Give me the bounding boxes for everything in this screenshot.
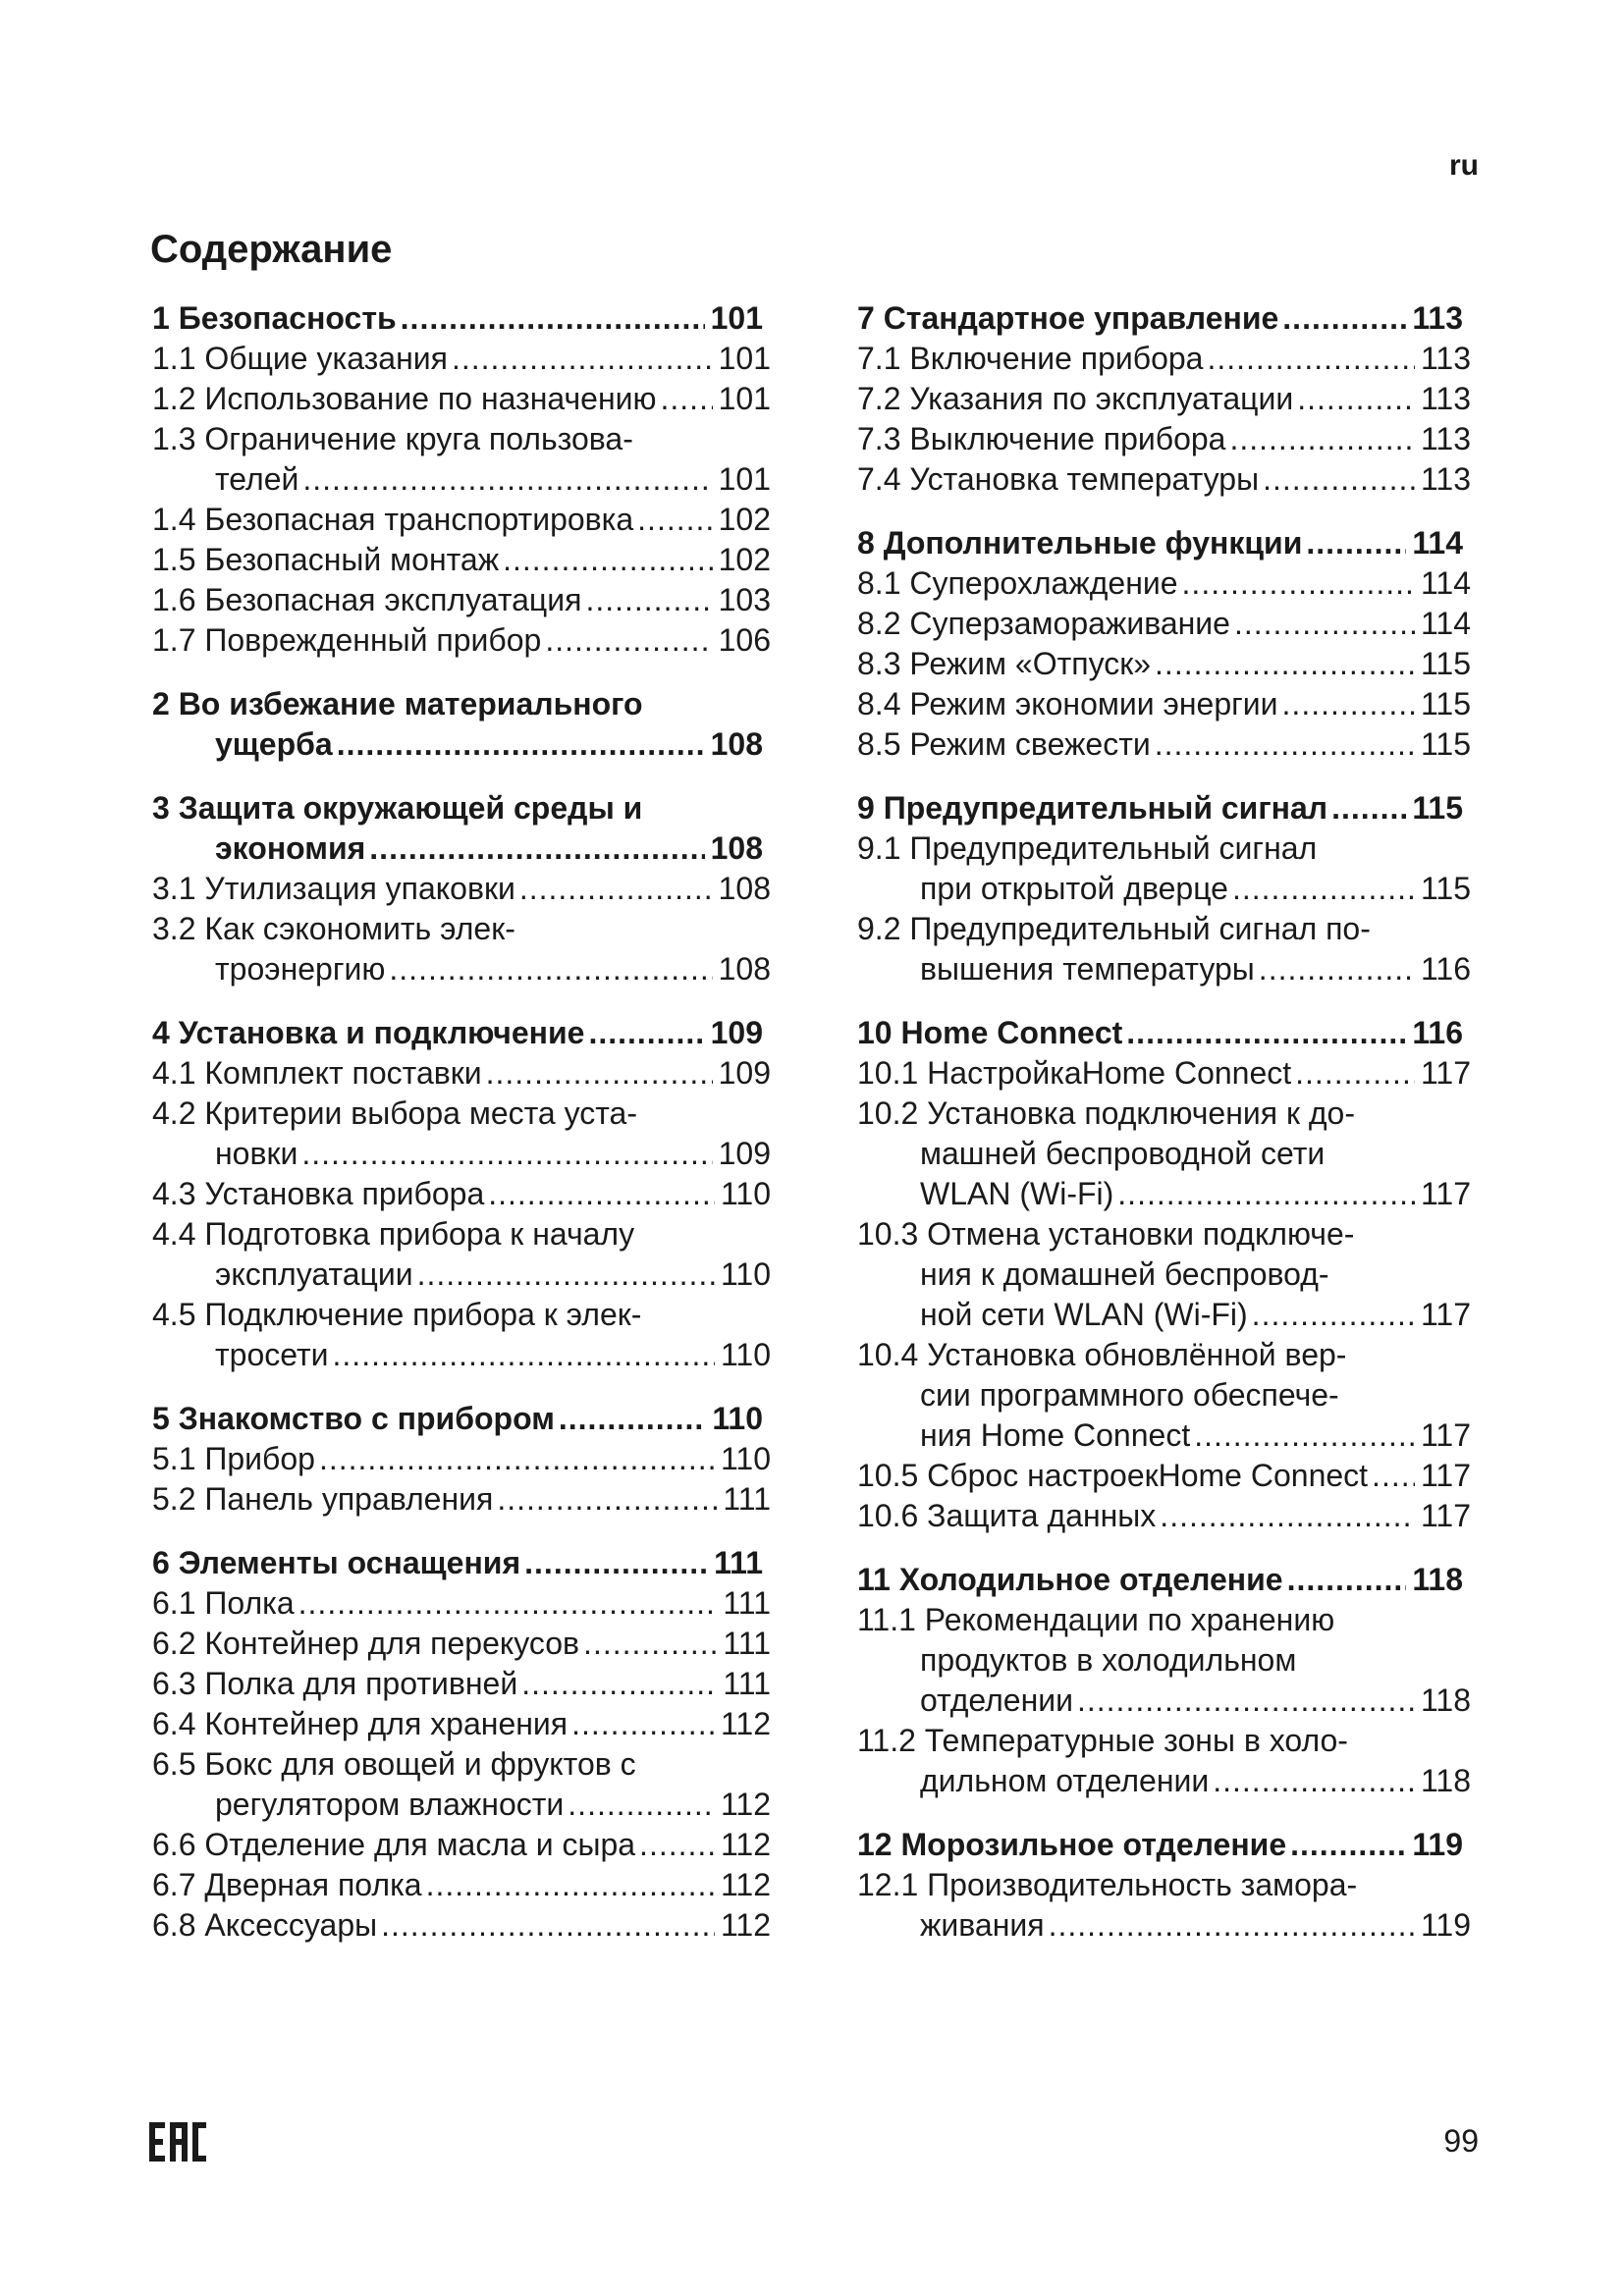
toc-subsection[interactable]	[152, 419, 771, 500]
toc-page-number: 108	[710, 726, 763, 762]
dot-leader	[519, 869, 713, 909]
toc-page-number: 116	[1412, 1015, 1463, 1050]
dot-leader	[1287, 1560, 1407, 1600]
toc-column-left	[152, 298, 771, 1969]
toc-subsection[interactable]	[857, 419, 1471, 459]
dot-leader	[301, 1134, 712, 1174]
toc-page-number: 109	[718, 1055, 771, 1091]
toc-page-number: 117	[1420, 1498, 1471, 1533]
toc-entry-text: 4.4 Подготовка прибора к началу	[152, 1216, 635, 1252]
toc-subsection[interactable]	[152, 339, 771, 379]
eac-mark-icon	[149, 2122, 206, 2162]
toc-page-number: 117	[1420, 1458, 1471, 1493]
dot-leader	[1207, 339, 1415, 379]
toc-page-number: 112	[720, 1706, 771, 1741]
toc-entry-text: 5 Знакомство с прибором	[152, 1401, 555, 1436]
toc-page-number: 110	[720, 1256, 771, 1292]
toc-page-number: 109	[718, 1136, 771, 1171]
toc-subsection[interactable]	[152, 620, 771, 661]
dot-leader	[452, 339, 713, 379]
toc-chapter[interactable]	[857, 523, 1471, 563]
toc-subsection[interactable]	[152, 909, 771, 989]
dot-leader	[559, 1399, 707, 1439]
toc-entry-text: 7.3 Выключение прибора	[857, 421, 1226, 456]
toc-subsection[interactable]	[857, 1865, 1471, 1946]
dot-leader	[639, 1825, 715, 1865]
dot-leader	[1155, 724, 1415, 765]
toc-entry-text: 8.3 Режим «Отпуск»	[857, 646, 1152, 681]
toc-subsection[interactable]	[152, 1214, 771, 1295]
toc-entry-text: 5.1 Прибор	[152, 1441, 315, 1476]
toc-chapter[interactable]	[152, 298, 771, 339]
dot-leader	[1077, 1681, 1415, 1721]
toc-entry-text: 8.1 Суперохлаждение	[857, 565, 1178, 601]
dot-leader	[488, 1174, 715, 1214]
page-number: 99	[1443, 2123, 1479, 2159]
toc-page-number: 110	[720, 1337, 771, 1372]
toc-entry-text: машней беспроводной сети	[920, 1136, 1326, 1171]
toc-entry-text: 10.6 Защита данных	[857, 1498, 1157, 1533]
dot-leader	[1117, 1174, 1415, 1214]
toc-chapter[interactable]	[152, 1399, 771, 1439]
toc-subsection[interactable]	[152, 1479, 771, 1520]
dot-leader	[381, 1905, 715, 1946]
toc-entry-text: 2 Во избежание материального	[152, 686, 643, 721]
toc-chapter[interactable]	[857, 1013, 1471, 1053]
toc-page-number: 111	[723, 1626, 771, 1661]
toc-subsection[interactable]	[152, 1624, 771, 1664]
toc-entry-text: 11.1 Рекомендации по хранению	[857, 1602, 1335, 1637]
toc-entry-text: 4 Установка и подключение	[152, 1015, 585, 1050]
toc-entry-text: 10.5 Сброс настроекHome Connect	[857, 1458, 1369, 1493]
toc-page-number: 112	[720, 1787, 771, 1822]
toc-subsection[interactable]	[152, 1744, 771, 1825]
toc-entry-text: 12 Морозильное отделение	[857, 1827, 1287, 1862]
toc-page-number: 111	[723, 1481, 771, 1517]
dot-leader	[1306, 523, 1406, 563]
toc-subsection[interactable]	[152, 1664, 771, 1704]
toc-chapter[interactable]	[152, 1013, 771, 1053]
toc-entry-text: 8 Дополнительные функции	[857, 525, 1303, 561]
toc-subsection[interactable]	[857, 1053, 1471, 1094]
toc-subsection[interactable]	[857, 1094, 1471, 1214]
toc-page-number: 118	[1420, 1763, 1471, 1798]
toc-page-number: 112	[720, 1907, 771, 1943]
toc-entry-text: 1.3 Ограничение круга пользова-	[152, 421, 633, 456]
toc-entry-text: 6.6 Отделение для масла и сыра	[152, 1827, 636, 1862]
toc-page-number: 111	[723, 1585, 771, 1621]
toc-page-number: 111	[723, 1666, 771, 1701]
toc-section	[857, 1825, 1471, 1946]
toc-chapter[interactable]	[857, 1560, 1471, 1600]
dot-leader	[1049, 1905, 1415, 1946]
toc-subsection[interactable]	[857, 1214, 1471, 1335]
dot-leader	[583, 1624, 717, 1664]
toc-subsection[interactable]	[152, 1053, 771, 1094]
dot-leader	[637, 500, 712, 540]
toc-page-number: 113	[1420, 381, 1471, 416]
dot-leader	[545, 620, 712, 661]
dot-leader	[417, 1255, 715, 1295]
toc-page-number: 115	[1420, 686, 1471, 721]
dot-leader	[486, 1053, 713, 1094]
toc-subsection[interactable]	[857, 563, 1471, 604]
toc-entry-text: 7 Стандартное управление	[857, 300, 1279, 336]
toc-entry-text: 10.3 Отмена установки подключе-	[857, 1216, 1355, 1252]
toc-entry-text: ной сети WLAN (Wi-Fi)	[920, 1297, 1248, 1332]
toc-entry-text: 1.2 Использование по назначению	[152, 381, 657, 416]
toc-section	[857, 523, 1471, 765]
toc-entry-text: 6.3 Полка для противней	[152, 1666, 518, 1701]
toc-chapter[interactable]	[857, 1825, 1471, 1865]
dot-leader	[1282, 684, 1415, 724]
toc-page-number: 117	[1420, 1417, 1471, 1453]
toc-chapter[interactable]	[857, 298, 1471, 339]
dot-leader	[1295, 1053, 1415, 1094]
toc-subsection[interactable]	[152, 1865, 771, 1905]
toc-entry-text: 3.1 Утилизация упаковки	[152, 871, 515, 906]
dot-leader	[1263, 459, 1415, 500]
toc-subsection[interactable]	[152, 1825, 771, 1865]
toc-page-number: 115	[1420, 726, 1471, 762]
toc-subsection[interactable]	[152, 500, 771, 540]
toc-page-number: 113	[1420, 421, 1471, 456]
toc-entry-text: 1.5 Безопасный монтаж	[152, 542, 500, 577]
toc-subsection[interactable]	[857, 1600, 1471, 1721]
dot-leader	[1290, 1825, 1406, 1865]
toc-entry-text: 7.4 Установка температуры	[857, 461, 1260, 497]
toc-page-number: 116	[1420, 951, 1471, 987]
dot-leader	[1372, 1456, 1415, 1496]
toc-subsection[interactable]	[152, 1905, 771, 1946]
toc-entry-text: троэнергию	[215, 951, 386, 987]
toc-page-number: 108	[718, 871, 771, 906]
dot-leader	[319, 1439, 715, 1479]
toc-entry-text: 7.2 Указания по эксплуатации	[857, 381, 1294, 416]
toc-subsection[interactable]	[152, 1704, 771, 1744]
toc-page-number: 110	[720, 1441, 771, 1476]
toc-chapter[interactable]	[152, 788, 771, 869]
dot-leader	[1213, 1761, 1415, 1801]
toc-entry-text: 6.1 Полка	[152, 1585, 295, 1621]
toc-page-number: 101	[718, 341, 771, 376]
toc-chapter[interactable]	[857, 788, 1471, 828]
dot-leader	[585, 580, 712, 620]
dot-leader	[568, 1785, 715, 1825]
toc-entry-text: дильном отделении	[920, 1763, 1210, 1798]
toc-entry-text: 10 Home Connect	[857, 1015, 1123, 1050]
toc-subsection[interactable]	[857, 379, 1471, 419]
toc-entry-text: телей	[215, 461, 299, 497]
toc-entry-text: 9.1 Предупредительный сигнал	[857, 830, 1318, 866]
toc-subsection[interactable]	[152, 1094, 771, 1174]
toc-subsection[interactable]	[152, 580, 771, 620]
toc-page-number: 110	[720, 1176, 771, 1211]
toc-column-right	[857, 298, 1471, 1969]
toc-page-number: 119	[1412, 1827, 1463, 1862]
toc-page-number: 114	[1420, 606, 1471, 641]
toc-page-number: 102	[718, 542, 771, 577]
toc-page-number: 108	[718, 951, 771, 987]
dot-leader	[1297, 379, 1415, 419]
toc-entry-text: 1.1 Общие указания	[152, 341, 448, 376]
toc-page-number: 111	[714, 1545, 763, 1580]
toc-subsection[interactable]	[857, 909, 1471, 989]
dot-leader	[1331, 788, 1406, 828]
toc-entry-text: 11.2 Температурные зоны в холо-	[857, 1723, 1348, 1758]
toc-entry-text: WLAN (Wi-Fi)	[920, 1176, 1114, 1211]
dot-leader	[524, 1543, 708, 1583]
toc-entry-text: продуктов в холодильном	[920, 1642, 1297, 1678]
toc-section	[152, 684, 771, 765]
toc-entry-text: 10.1 НастройкаHome Connect	[857, 1055, 1292, 1091]
toc-subsection[interactable]	[152, 1295, 771, 1375]
dot-leader	[369, 828, 704, 869]
toc-entry-text: 8.2 Суперзамораживание	[857, 606, 1230, 641]
toc-page-number: 110	[712, 1401, 763, 1436]
dot-leader	[426, 1865, 715, 1905]
language-code: ru	[1449, 149, 1479, 182]
toc-subsection[interactable]	[857, 459, 1471, 500]
toc-section	[857, 788, 1471, 989]
toc-subsection[interactable]	[152, 1174, 771, 1214]
toc-subsection[interactable]	[857, 644, 1471, 684]
toc-page-number: 101	[718, 381, 771, 416]
toc-page-number: 112	[720, 1867, 771, 1902]
toc-subsection[interactable]	[857, 1496, 1471, 1536]
toc-entry-text: 1 Безопасность	[152, 300, 397, 336]
toc-entry-text: 4.1 Комплект поставки	[152, 1055, 482, 1091]
toc-subsection[interactable]	[152, 1583, 771, 1624]
toc-page-number: 117	[1420, 1297, 1471, 1332]
page-title: Содержание	[150, 228, 393, 271]
toc-subsection[interactable]	[857, 684, 1471, 724]
dot-leader	[588, 1013, 704, 1053]
toc-page-number: 115	[1420, 871, 1471, 906]
toc-entry-text: 4.2 Критерии выбора места уста-	[152, 1095, 637, 1131]
toc-page-number: 106	[718, 622, 771, 658]
toc-entry-text: 3 Защита окружающей среды и	[152, 790, 643, 826]
toc-entry-text: новки	[215, 1136, 298, 1171]
toc-entry-text: 1.6 Безопасная эксплуатация	[152, 582, 582, 617]
toc-page-number: 113	[1412, 300, 1463, 336]
toc-subsection[interactable]	[857, 604, 1471, 644]
toc-subsection[interactable]	[857, 339, 1471, 379]
toc-page-number: 112	[720, 1827, 771, 1862]
toc-entry-text: 4.3 Установка прибора	[152, 1176, 485, 1211]
toc-subsection[interactable]	[152, 540, 771, 580]
toc-entry-text: эксплуатации	[215, 1256, 413, 1292]
toc-chapter[interactable]	[152, 684, 771, 765]
toc-entry-text: живания	[920, 1907, 1045, 1943]
toc-entry-text: ния Home Connect	[920, 1417, 1191, 1453]
toc-entry-text: 6.4 Контейнер для хранения	[152, 1706, 568, 1741]
dot-leader	[389, 949, 712, 989]
toc-entry-text: 6.7 Дверная полка	[152, 1867, 422, 1902]
toc-page-number: 113	[1420, 341, 1471, 376]
toc-subsection[interactable]	[857, 724, 1471, 765]
dot-leader	[1194, 1415, 1415, 1456]
toc-entry-text: 6.2 Контейнер для перекусов	[152, 1626, 580, 1661]
toc-entry-text: 4.5 Подключение прибора к элек-	[152, 1297, 642, 1332]
toc-page-number: 119	[1420, 1907, 1471, 1943]
toc-subsection[interactable]	[152, 869, 771, 909]
toc-page-number: 114	[1420, 565, 1471, 601]
dot-leader	[333, 1335, 715, 1375]
dot-leader	[521, 1664, 717, 1704]
toc-entry-text: при открытой дверце	[920, 871, 1228, 906]
toc-entry-text: тросети	[215, 1337, 329, 1372]
dot-leader	[1160, 1496, 1415, 1536]
dot-leader	[1229, 419, 1415, 459]
toc-entry-text: 6.5 Бокс для овощей и фруктов с	[152, 1746, 636, 1782]
toc-entry-text: 9.2 Предупредительный сигнал по-	[857, 911, 1371, 946]
dot-leader	[1182, 563, 1415, 604]
toc-page-number: 101	[710, 300, 763, 336]
dot-leader	[1232, 869, 1415, 909]
dot-leader	[571, 1704, 715, 1744]
toc-page-number: 115	[1412, 790, 1463, 826]
toc-entry-text: 1.7 Поврежденный прибор	[152, 622, 542, 658]
dot-leader	[1282, 298, 1406, 339]
toc-entry-text: сии программного обеспече-	[920, 1377, 1339, 1413]
toc-subsection[interactable]	[152, 1439, 771, 1479]
toc-subsection[interactable]	[857, 1335, 1471, 1456]
toc-section	[857, 298, 1471, 500]
toc-section	[152, 1543, 771, 1946]
toc-entry-text: 8.5 Режим свежести	[857, 726, 1151, 762]
toc-entry-text: 8.4 Режим экономии энергии	[857, 686, 1278, 721]
toc-subsection[interactable]	[857, 1456, 1471, 1496]
toc-entry-text: экономия	[215, 830, 366, 866]
toc-page-number: 108	[710, 830, 763, 866]
toc-entry-text: ния к домашней беспровод-	[920, 1256, 1329, 1292]
toc-page-number: 115	[1420, 646, 1471, 681]
toc-entry-text: регулятором влажности	[215, 1787, 565, 1822]
toc-page-number: 101	[718, 461, 771, 497]
toc-entry-text: 11 Холодильное отделение	[857, 1562, 1283, 1597]
dot-leader	[302, 459, 712, 500]
toc-subsection[interactable]	[857, 828, 1471, 909]
toc-entry-text: 10.2 Установка подключения к до-	[857, 1095, 1355, 1131]
toc-entry-text: 10.4 Установка обновлённой вер-	[857, 1337, 1347, 1372]
toc-section	[857, 1560, 1471, 1801]
toc-section	[152, 1013, 771, 1375]
toc-entry-text: 5.2 Панель управления	[152, 1481, 494, 1517]
dot-leader	[1252, 1295, 1415, 1335]
toc-chapter[interactable]	[152, 1543, 771, 1583]
toc-section	[152, 298, 771, 661]
dot-leader	[298, 1583, 718, 1624]
toc-page-number: 118	[1420, 1682, 1471, 1718]
toc-entry-text: 6 Элементы оснащения	[152, 1545, 521, 1580]
toc-entry-text: 12.1 Производительность замора-	[857, 1867, 1358, 1902]
toc-page-number: 117	[1420, 1176, 1471, 1211]
toc-entry-text: отделении	[920, 1682, 1073, 1718]
toc-section	[152, 788, 771, 989]
toc-page-number: 103	[718, 582, 771, 617]
toc-page-number: 113	[1420, 461, 1471, 497]
dot-leader	[337, 724, 705, 765]
toc-page-number: 109	[710, 1015, 763, 1050]
toc-page-number: 118	[1412, 1562, 1463, 1597]
dot-leader	[1234, 604, 1415, 644]
dot-leader	[1155, 644, 1415, 684]
toc-entry-text: 3.2 Как сэкономить элек-	[152, 911, 515, 946]
toc-entry-text: ущерба	[215, 726, 333, 762]
dot-leader	[503, 540, 713, 580]
toc-page-number: 114	[1412, 525, 1463, 561]
toc-subsection[interactable]	[857, 1721, 1471, 1801]
dot-leader	[401, 298, 705, 339]
toc-subsection[interactable]	[152, 379, 771, 419]
dot-leader	[661, 379, 713, 419]
toc-entry-text: 6.8 Аксессуары	[152, 1907, 378, 1943]
dot-leader	[497, 1479, 717, 1520]
toc-entry-text: 9 Предупредительный сигнал	[857, 790, 1328, 826]
toc-entry-text: вышения температуры	[920, 951, 1255, 987]
toc-page-number: 117	[1420, 1055, 1471, 1091]
dot-leader	[1126, 1013, 1406, 1053]
toc-entry-text: 1.4 Безопасная транспортировка	[152, 502, 634, 537]
dot-leader	[1259, 949, 1415, 989]
toc-section	[857, 1013, 1471, 1536]
toc-section	[152, 1399, 771, 1520]
toc-page-number: 102	[718, 502, 771, 537]
toc-entry-text: 7.1 Включение прибора	[857, 341, 1204, 376]
